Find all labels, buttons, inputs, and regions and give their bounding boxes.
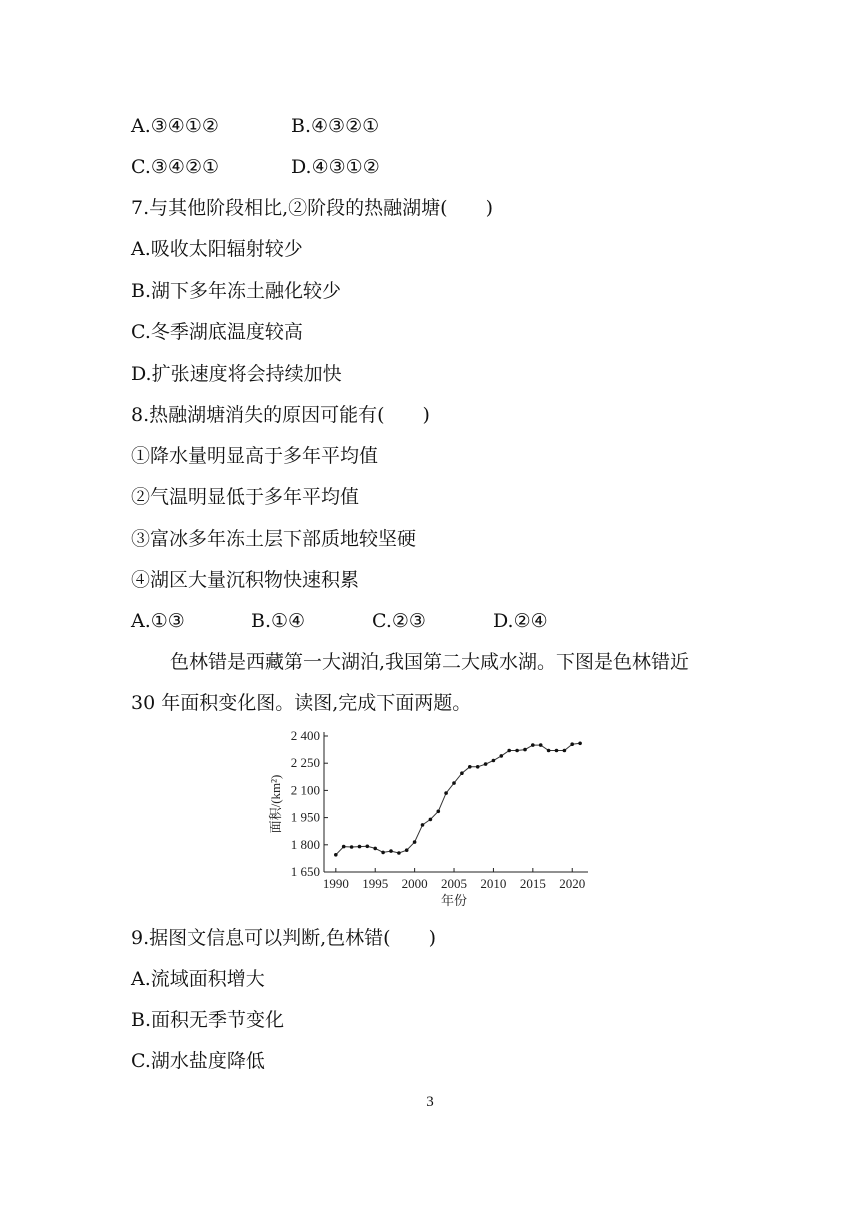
q9-option-a: A.流域面积增大	[131, 968, 265, 990]
q7-option-c: C.冬季湖底温度较高	[131, 321, 303, 343]
x-tick-label: 2015	[519, 876, 546, 891]
page-number: 3	[426, 1094, 434, 1110]
x-tick-label: 1990	[322, 876, 349, 891]
data-point	[507, 749, 511, 753]
data-point	[570, 742, 574, 746]
data-point	[484, 762, 488, 766]
data-point	[437, 810, 441, 814]
data-point	[429, 818, 433, 822]
y-tick-label: 1 650	[290, 864, 320, 879]
q8-option-a: A.①③	[131, 610, 185, 632]
data-point	[381, 851, 385, 855]
y-tick-label: 2 100	[290, 782, 320, 798]
q8-item-1: ①降水量明显高于多年平均值	[131, 445, 379, 467]
data-point	[531, 743, 535, 747]
area-series-line	[336, 743, 580, 855]
data-point	[397, 851, 401, 855]
area-change-chart	[266, 724, 596, 914]
data-point	[460, 771, 464, 775]
data-point	[468, 765, 472, 769]
q8-stem: 8.热融湖塘消失的原因可能有( )	[131, 404, 430, 426]
data-point	[334, 853, 338, 857]
x-tick-label: 2010	[480, 876, 507, 891]
data-point	[366, 845, 370, 849]
q7-option-d: D.扩张速度将会持续加快	[131, 363, 342, 385]
data-point	[523, 748, 527, 752]
data-point	[500, 754, 504, 758]
data-point	[555, 749, 559, 753]
data-point	[444, 791, 448, 795]
data-point	[389, 849, 393, 853]
data-point	[342, 845, 346, 849]
data-point	[421, 823, 425, 827]
data-point	[358, 845, 362, 849]
q7-option-b: B.湖下多年冻土融化较少	[131, 280, 342, 302]
y-axis-label: 面积/(km²)	[268, 774, 283, 834]
data-point	[405, 848, 409, 852]
intro-line-1: 色林错是西藏第一大湖泊,我国第二大咸水湖。下图是色林错近	[170, 651, 690, 673]
x-tick-label: 2000	[401, 876, 428, 891]
x-tick-label: 1995	[362, 876, 389, 891]
data-point	[452, 781, 456, 785]
q7-stem: 7.与其他阶段相比,②阶段的热融湖塘( )	[131, 197, 493, 219]
q6-option-d: D.④③①②	[291, 156, 380, 178]
data-point	[413, 840, 417, 844]
q8-item-4: ④湖区大量沉积物快速积累	[131, 569, 360, 591]
intro-line-2: 30 年面积变化图。读图,完成下面两题。	[131, 692, 472, 714]
q6-option-c: C.③④②①	[131, 156, 220, 178]
q7-option-a: A.吸收太阳辐射较少	[131, 238, 303, 260]
q8-item-3: ③富冰多年冻土层下部质地较坚硬	[131, 528, 417, 550]
q9-stem: 9.据图文信息可以判断,色林错( )	[131, 927, 436, 949]
q8-option-c: C.②③	[372, 610, 426, 632]
x-axis-label: 年份	[441, 893, 468, 908]
y-tick-label: 1 950	[290, 809, 320, 825]
data-point	[373, 847, 377, 851]
y-tick-label: 2 250	[290, 755, 320, 771]
data-point	[563, 749, 567, 753]
data-point	[492, 759, 496, 763]
data-point	[350, 845, 354, 849]
data-point	[547, 749, 551, 753]
y-tick-label: 1 800	[290, 836, 320, 852]
data-point	[515, 749, 519, 753]
y-tick-label: 2 400	[290, 728, 320, 743]
q6-option-b: B.④③②①	[291, 115, 380, 137]
q8-option-b: B.①④	[251, 610, 306, 632]
q8-item-2: ②气温明显低于多年平均值	[131, 486, 360, 508]
q6-option-a: A.③④①②	[131, 115, 219, 137]
q8-option-d: D.②④	[493, 610, 548, 632]
q9-option-c: C.湖水盐度降低	[131, 1050, 265, 1072]
q9-option-b: B.面积无季节变化	[131, 1009, 285, 1031]
x-tick-label: 2005	[441, 876, 468, 891]
x-tick-label: 2020	[559, 876, 586, 891]
data-point	[476, 765, 480, 769]
data-point	[578, 742, 582, 746]
data-point	[539, 743, 543, 747]
